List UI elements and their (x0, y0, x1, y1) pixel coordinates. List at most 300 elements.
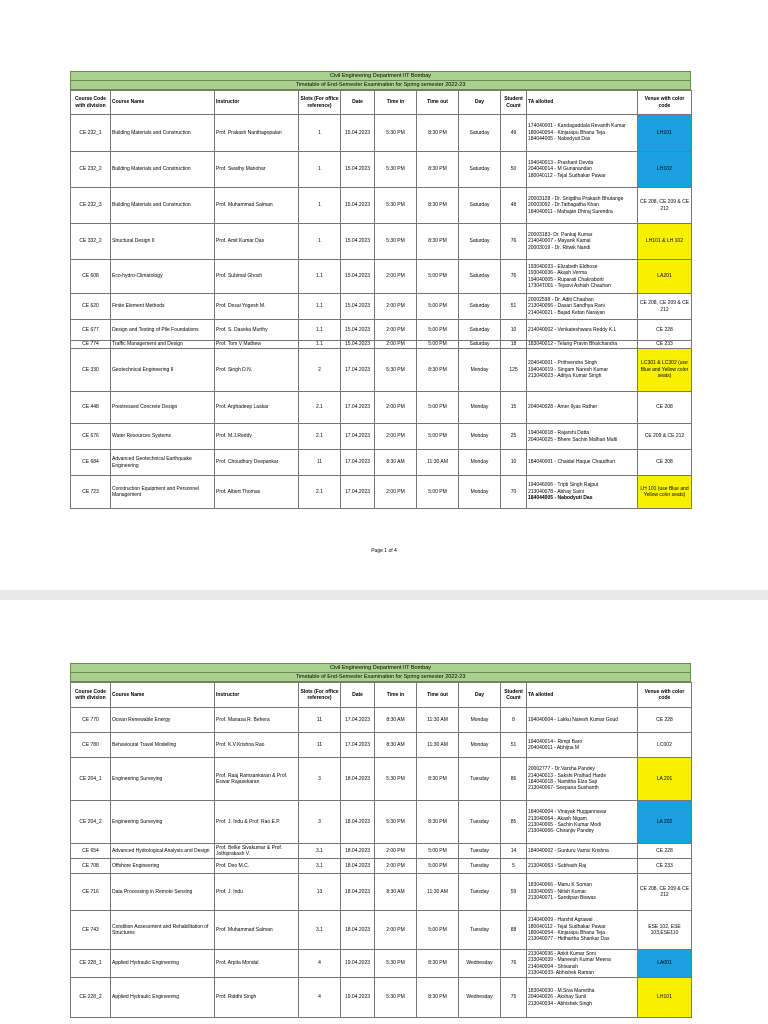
time-out: 8:30 PM (417, 188, 459, 224)
student-count: 86 (501, 758, 527, 801)
exam-row (71, 978, 692, 1018)
exam-day: Saturday (459, 152, 501, 188)
course-name: Building Materials and Construction (111, 188, 215, 224)
ta-allotted (527, 349, 638, 392)
time-out: 8:30 PM (417, 801, 459, 844)
course-name: Engineering Surveying (111, 801, 215, 844)
header-day: Day (459, 683, 501, 708)
instructor: Prof. Prakash Nanthagopalan (215, 115, 299, 152)
venue: CE 233 (638, 859, 692, 874)
venue: CE 208 (638, 450, 692, 476)
student-count: 10 (501, 450, 527, 476)
time-in: 5:30 PM (375, 224, 417, 260)
course-name: Ocean Renewable Energy (111, 708, 215, 733)
exam-day: Monday (459, 733, 501, 758)
exam-row (71, 224, 692, 260)
exam-day: Tuesday (459, 911, 501, 950)
student-count: 125 (501, 349, 527, 392)
time-out: 11:30 AM (417, 733, 459, 758)
time-out: 5:00 PM (417, 294, 459, 320)
ta-list: 214040002 - Venkateshwara Reddy K.L (528, 326, 617, 333)
student-count: 15 (501, 392, 527, 424)
slot: 13 (299, 874, 341, 911)
time-in: 5:30 PM (375, 349, 417, 392)
time-out: 5:00 PM (417, 341, 459, 349)
venue: LA201 (638, 260, 692, 294)
course-code: CE 232_3 (71, 188, 111, 224)
course-name: Advanced Geotechnical Earthquake Engineering (111, 450, 215, 476)
exam-date: 18.04.2023 (341, 874, 375, 911)
timetable-1 (70, 71, 691, 509)
course-code: CE 232_1 (71, 115, 111, 152)
course-name: Data Processing in Remote Sensing (111, 874, 215, 911)
ta-list: 174040001 - Kandagaddala Revanth Kumar 180040054 - Kinjarapu Bhanu Teja 184044005 - Nabodyuti Das (528, 123, 626, 143)
instructor: Prof. Swathy Manohar (215, 152, 299, 188)
exam-day: Wednesday (459, 978, 501, 1018)
student-count: 25 (501, 424, 527, 450)
instructor: Prof. J. Indu & Prof. Rao E.P. (215, 801, 299, 844)
student-count: 49 (501, 115, 527, 152)
exam-date: 17.04.2023 (341, 708, 375, 733)
course-code: CE 620 (71, 294, 111, 320)
ta-allotted (527, 874, 638, 911)
course-code: CE 677 (71, 320, 111, 341)
exam-date: 18.04.2023 (341, 859, 375, 874)
exam-row (71, 708, 692, 733)
header-ta: TA allotted (527, 91, 638, 115)
instructor: Prof. Choudhury Deepankar (215, 450, 299, 476)
instructor: Prof. Belke Sivakumar & Prof. Jothiprakash V. (215, 844, 299, 859)
course-code: CE 774 (71, 341, 111, 349)
student-count: 18 (501, 341, 527, 349)
ta-list: 204040028 - Amer Ilyas Rather (528, 404, 598, 411)
exam-date: 15.04.2023 (341, 188, 375, 224)
time-in: 5:30 PM (375, 152, 417, 188)
course-code: CE 654 (71, 844, 111, 859)
time-in: 5:30 PM (375, 188, 417, 224)
course-name: Behavioural Travel Modelling (111, 733, 215, 758)
timetable-title: Timetable of End-Semester Examination for Spring semester 2022-23 (70, 672, 691, 682)
instructor: Prof. Riddhi Singh (215, 978, 299, 1018)
course-code: CE 330 (71, 349, 111, 392)
ta-list: 184040002 - Gunturu Vamsi Krishna (528, 847, 609, 854)
exam-row (71, 152, 692, 188)
exam-day: Saturday (459, 260, 501, 294)
header-time-out: Time out (417, 683, 459, 708)
slot: 2.1 (299, 424, 341, 450)
exam-date: 19.04.2023 (341, 950, 375, 978)
instructor: Prof. M.J.Reddy (215, 424, 299, 450)
course-code: CE 228_1 (71, 950, 111, 978)
ta-allotted (527, 320, 638, 341)
time-in: 8:30 AM (375, 708, 417, 733)
exam-row (71, 349, 692, 392)
time-in: 5:30 PM (375, 115, 417, 152)
time-in: 5:30 PM (375, 950, 417, 978)
venue: LA 202 (638, 801, 692, 844)
exam-day: Saturday (459, 294, 501, 320)
exam-row (71, 733, 692, 758)
time-out: 8:30 PM (417, 758, 459, 801)
slot: 3.1 (299, 911, 341, 950)
exam-date: 15.04.2023 (341, 260, 375, 294)
header-name: Course Name (111, 683, 215, 708)
ta-list: 194040013 - Prashant Devda 204040014 - M Gunanandan 180040112 - Tejal Sudhakar Pawar (528, 159, 606, 179)
time-in: 2:00 PM (375, 911, 417, 950)
exam-row (71, 874, 692, 911)
instructor: Prof. Muhammad Salman (215, 911, 299, 950)
course-name: Traffic Management and Design (111, 341, 215, 349)
header-time-in: Time in (375, 683, 417, 708)
slot: 1.1 (299, 294, 341, 320)
venue: CE 233 (638, 341, 692, 349)
ta-allotted (527, 424, 638, 450)
exam-date: 17.04.2023 (341, 733, 375, 758)
course-name: Construction Equipment and Personnel Management (111, 476, 215, 509)
course-code: CE 332_2 (71, 224, 111, 260)
header-venue: Venue with color code (638, 683, 692, 708)
venue: LA001 (638, 950, 692, 978)
instructor: Prof. S. Daseka Murthy (215, 320, 299, 341)
ta-allotted (527, 978, 638, 1018)
slot: 4 (299, 950, 341, 978)
exam-date: 15.04.2023 (341, 224, 375, 260)
instructor: Prof. Albert Thomas (215, 476, 299, 509)
exam-day: Monday (459, 424, 501, 450)
course-code: CE 684 (71, 450, 111, 476)
slot: 2.1 (299, 392, 341, 424)
slot: 3.1 (299, 859, 341, 874)
instructor: Prof. Tom V Mathew (215, 341, 299, 349)
slot: 2 (299, 349, 341, 392)
slot: 1 (299, 188, 341, 224)
course-code: CE 770 (71, 708, 111, 733)
header-slots: Slots (For office reference) (299, 91, 341, 115)
time-out: 8:30 PM (417, 950, 459, 978)
instructor: Prof. Singh D.N. (215, 349, 299, 392)
ta-allotted (527, 260, 638, 294)
exam-day: Saturday (459, 320, 501, 341)
ta-bold: 184044005 - Nabodyuti Das (528, 495, 593, 502)
ta-list: 184040004 - Vinayak Huggannavar 213040064 - Akash Nigam 213040065 - Sachin Kumar Modi 213040066- Chiranjiv Pandey (528, 809, 607, 835)
student-count: 48 (501, 188, 527, 224)
student-count: 85 (501, 801, 527, 844)
venue: CE 209 & CE 212 (638, 424, 692, 450)
course-code: CE 204_1 (71, 758, 111, 801)
exam-day: Tuesday (459, 801, 501, 844)
header-row (71, 683, 692, 708)
student-count: 51 (501, 733, 527, 758)
ta-allotted (527, 224, 638, 260)
header-name: Course Name (111, 91, 215, 115)
course-name: Prestressed Concrete Design (111, 392, 215, 424)
time-out: 5:00 PM (417, 476, 459, 509)
time-out: 5:00 PM (417, 844, 459, 859)
slot: 11 (299, 733, 341, 758)
time-out: 11:30 AM (417, 874, 459, 911)
exam-row (71, 859, 692, 874)
exam-day: Monday (459, 708, 501, 733)
venue: LC002 (638, 733, 692, 758)
exam-day: Monday (459, 349, 501, 392)
header-date: Date (341, 91, 375, 115)
ta-allotted (527, 152, 638, 188)
page-number: Page 1 of 4 (371, 548, 397, 554)
exam-row (71, 320, 692, 341)
course-name: Condition Assessment and Rehabilitation of Structures (111, 911, 215, 950)
student-count: 5 (501, 859, 527, 874)
instructor: Prof. Arghadeep Laskar (215, 392, 299, 424)
header-date: Date (341, 683, 375, 708)
exam-date: 15.04.2023 (341, 152, 375, 188)
exam-date: 17.04.2023 (341, 476, 375, 509)
time-in: 8:30 AM (375, 733, 417, 758)
time-out: 8:30 PM (417, 349, 459, 392)
slot: 1 (299, 152, 341, 188)
exam-day: Tuesday (459, 874, 501, 911)
exam-date: 17.04.2023 (341, 349, 375, 392)
slot: 2.1 (299, 476, 341, 509)
header-slots: Slots (For office reference) (299, 683, 341, 708)
exam-row (71, 758, 692, 801)
ta-allotted (527, 950, 638, 978)
venue: CE 208, CE 209 & CE 212 (638, 188, 692, 224)
header-row (71, 91, 692, 115)
time-in: 2:00 PM (375, 260, 417, 294)
slot: 1.1 (299, 341, 341, 349)
exam-date: 17.04.2023 (341, 424, 375, 450)
exam-date: 15.04.2023 (341, 115, 375, 152)
exam-day: Saturday (459, 224, 501, 260)
header-venue: Venue with color code (638, 91, 692, 115)
venue: LH101 & LH 102 (638, 224, 692, 260)
time-in: 2:00 PM (375, 320, 417, 341)
course-name: Finite Element Methods (111, 294, 215, 320)
course-name: Offshore Engineering (111, 859, 215, 874)
department-title: Civil Engineering Department IIT Bombay (70, 663, 691, 672)
course-code: CE 232_2 (71, 152, 111, 188)
exam-date: 15.04.2023 (341, 294, 375, 320)
exam-date: 18.04.2023 (341, 801, 375, 844)
time-in: 2:00 PM (375, 844, 417, 859)
student-count: 51 (501, 294, 527, 320)
instructor: Prof. K.V.Krishna Rao (215, 733, 299, 758)
venue: CE 228 (638, 320, 692, 341)
ta-allotted (527, 733, 638, 758)
instructor: Prof. Subimal Ghosh (215, 260, 299, 294)
venue: LA 201 (638, 758, 692, 801)
header-day: Day (459, 91, 501, 115)
exam-day: Tuesday (459, 758, 501, 801)
ta-list: 183040030 - M.Siva Manvitha 204040026 - Akshay Sunil 213040034 - Abhishek Singh (528, 987, 595, 1007)
exam-day: Saturday (459, 188, 501, 224)
time-out: 5:00 PM (417, 911, 459, 950)
student-count: 50 (501, 152, 527, 188)
course-code: CE 708 (71, 859, 111, 874)
exam-row (71, 115, 692, 152)
ta-allotted (527, 188, 638, 224)
ta-list: 20003128 - Dr. Snigdha Prakash Bhutange 20003092 - Dr.Tathagatha Khan 184040011 - Mahajan Dhiraj Surendra (528, 195, 624, 215)
instructor: Prof. Amit Kumar Das (215, 224, 299, 260)
ta-list: 213040036 - Ankit Kumar Soni 213040039 - Maneesh Kumar Meena 214040004 - Shivansh 213040033- Abhishek Raman (528, 950, 611, 976)
course-name: Advanced Hydrological Analysis and Design (111, 844, 215, 859)
exam-date: 17.04.2023 (341, 392, 375, 424)
ta-allotted (527, 758, 638, 801)
header-instructor: Instructor (215, 91, 299, 115)
exam-date: 18.04.2023 (341, 758, 375, 801)
course-code: CE 676 (71, 424, 111, 450)
venue: CE 228 (638, 844, 692, 859)
slot: 1.1 (299, 320, 341, 341)
ta-list: 194046006 - Tripti Singh Rajput 213040078 - Abhay Saini (528, 482, 599, 495)
exam-date: 15.04.2023 (341, 320, 375, 341)
exam-row (71, 450, 692, 476)
course-name: Applied Hydraulic Engineering (111, 978, 215, 1018)
course-name: Water Resources Systems (111, 424, 215, 450)
exam-row (71, 188, 692, 224)
header-time-in: Time in (375, 91, 417, 115)
course-code: CE 608 (71, 260, 111, 294)
ta-allotted (527, 859, 638, 874)
ta-list: 183040066 - Manu K Soman 193040065 - Nitish Kumar 213040071 - Sandipan Biswas (528, 882, 596, 902)
student-count: 14 (501, 844, 527, 859)
exam-day: Wednesday (459, 950, 501, 978)
exam-day: Saturday (459, 341, 501, 349)
exam-day: Saturday (459, 115, 501, 152)
exam-day: Monday (459, 476, 501, 509)
time-in: 2:00 PM (375, 294, 417, 320)
ta-allotted (527, 294, 638, 320)
slot: 1.1 (299, 260, 341, 294)
instructor: Prof. Manasa R. Behera (215, 708, 299, 733)
header-ta: TA allotted (527, 683, 638, 708)
instructor: Prof. Raaj Ramsankaran & Prof. Eswar Rajasekaran (215, 758, 299, 801)
slot: 11 (299, 450, 341, 476)
ta-list: 213040063 - Subhash Raj (528, 862, 587, 869)
student-count: 70 (501, 476, 527, 509)
exam-day: Monday (459, 450, 501, 476)
ta-allotted (527, 801, 638, 844)
ta-list: 194040004 - Lakku Naresh Kumar Goud (528, 716, 619, 723)
time-in: 8:30 AM (375, 450, 417, 476)
student-count: 76 (501, 224, 527, 260)
slot: 4 (299, 978, 341, 1018)
time-in: 5:30 PM (375, 801, 417, 844)
course-name: Structural Design II (111, 224, 215, 260)
instructor: Prof. Muhammad Salman (215, 188, 299, 224)
course-name: Building Materials and Construction (111, 152, 215, 188)
ta-allotted (527, 392, 638, 424)
exam-row (71, 424, 692, 450)
time-in: 2:00 PM (375, 424, 417, 450)
time-out: 5:00 PM (417, 260, 459, 294)
course-name: Engineering Surveying (111, 758, 215, 801)
exam-day: Tuesday (459, 859, 501, 874)
venue: CE 208, CE 209 & CE 212 (638, 874, 692, 911)
course-code: CE 716 (71, 874, 111, 911)
exam-date: 15.04.2023 (341, 341, 375, 349)
student-count: 8 (501, 708, 527, 733)
time-in: 2:00 PM (375, 341, 417, 349)
ta-allotted (527, 844, 638, 859)
venue: CE 208, CE 209 & CE 212 (638, 294, 692, 320)
exam-row (71, 801, 692, 844)
venue: LH 101 (use Blue and Yellow color seats) (638, 476, 692, 509)
ta-list: 193040033 - Elizabeth Eldhose 193040036 - Akash Verma 194040005 - Ruparati Chakraborti 17304T001 - Tejasvi Ashish Chauhan (528, 263, 611, 289)
time-out: 8:30 PM (417, 224, 459, 260)
ta-allotted (527, 708, 638, 733)
course-code: CE 743 (71, 911, 111, 950)
time-in: 2:00 PM (375, 476, 417, 509)
time-in: 5:30 PM (375, 758, 417, 801)
course-name: Applied Hydraulic Engineering (111, 950, 215, 978)
exam-row (71, 844, 692, 859)
ta-list: 194040014 - Rimpi Baro 204040011 - Abhijna M (528, 738, 583, 751)
time-out: 8:30 PM (417, 978, 459, 1018)
venue: CE 228 (638, 708, 692, 733)
exam-date: 18.04.2023 (341, 911, 375, 950)
time-in: 2:00 PM (375, 859, 417, 874)
instructor: Prof. Desai Yogesh M. (215, 294, 299, 320)
slot: 1 (299, 115, 341, 152)
ta-allotted (527, 341, 638, 349)
exam-row (71, 294, 692, 320)
exam-row (71, 950, 692, 978)
ta-list: 194040018 - Rajarshi Datta 204040025 - Bhere Sachin Malhari Malti (528, 430, 618, 443)
exam-row (71, 476, 692, 509)
department-title: Civil Engineering Department IIT Bombay (70, 71, 691, 80)
time-out: 8:30 PM (417, 115, 459, 152)
venue: ESE 102, ESE 103,ESE110 (638, 911, 692, 950)
exam-date: 19.04.2023 (341, 978, 375, 1018)
student-count: 10 (501, 320, 527, 341)
ta-list: 20003183- Dr. Pankaj Kumar 214040007 - Mayank Kamal 20003019 - Dr. Ritwik Nandi (528, 231, 593, 251)
course-name: Design and Testing of Pile Foundations (111, 320, 215, 341)
course-code: CE 204_2 (71, 801, 111, 844)
ta-list: 184040001 - Chaidal Haque Chaudhuri (528, 459, 616, 466)
slot: 3 (299, 758, 341, 801)
course-code: CE 448 (71, 392, 111, 424)
ta-list: 204040001 - Prithvendra Singh 194040019 - Singam Naresh Kumar 213040023 - Aditya Kumar Singh (528, 360, 609, 380)
ta-allotted (527, 476, 638, 509)
slot: 11 (299, 708, 341, 733)
exam-row (71, 392, 692, 424)
exam-date: 18.04.2023 (341, 844, 375, 859)
ta-allotted (527, 115, 638, 152)
time-out: 8:30 PM (417, 152, 459, 188)
header-instructor: Instructor (215, 683, 299, 708)
ta-list: 214040009 - Harshit Agrawal 180040112 - Tejal Sudhakar Pawar 180040054 - Kinjarapu Bhanu Teja 213040077 - Hidhartha Shankar Das (528, 917, 610, 943)
exam-row (71, 260, 692, 294)
course-name: Geotechnical Engineering II (111, 349, 215, 392)
course-code: CE 723 (71, 476, 111, 509)
timetable-2 (70, 663, 691, 1018)
time-in: 5:30 PM (375, 978, 417, 1018)
slot: 3.1 (299, 844, 341, 859)
time-out: 5:00 PM (417, 424, 459, 450)
venue: LH101 (638, 978, 692, 1018)
ta-allotted (527, 911, 638, 950)
student-count: 76 (501, 950, 527, 978)
header-code: Course Code with division (71, 683, 111, 708)
time-out: 11:30 AM (417, 708, 459, 733)
course-code: CE 780 (71, 733, 111, 758)
course-code: CE 228_2 (71, 978, 111, 1018)
exam-row (71, 911, 692, 950)
ta-allotted (527, 450, 638, 476)
instructor: Prof. J. Indu (215, 874, 299, 911)
time-out: 5:00 PM (417, 320, 459, 341)
